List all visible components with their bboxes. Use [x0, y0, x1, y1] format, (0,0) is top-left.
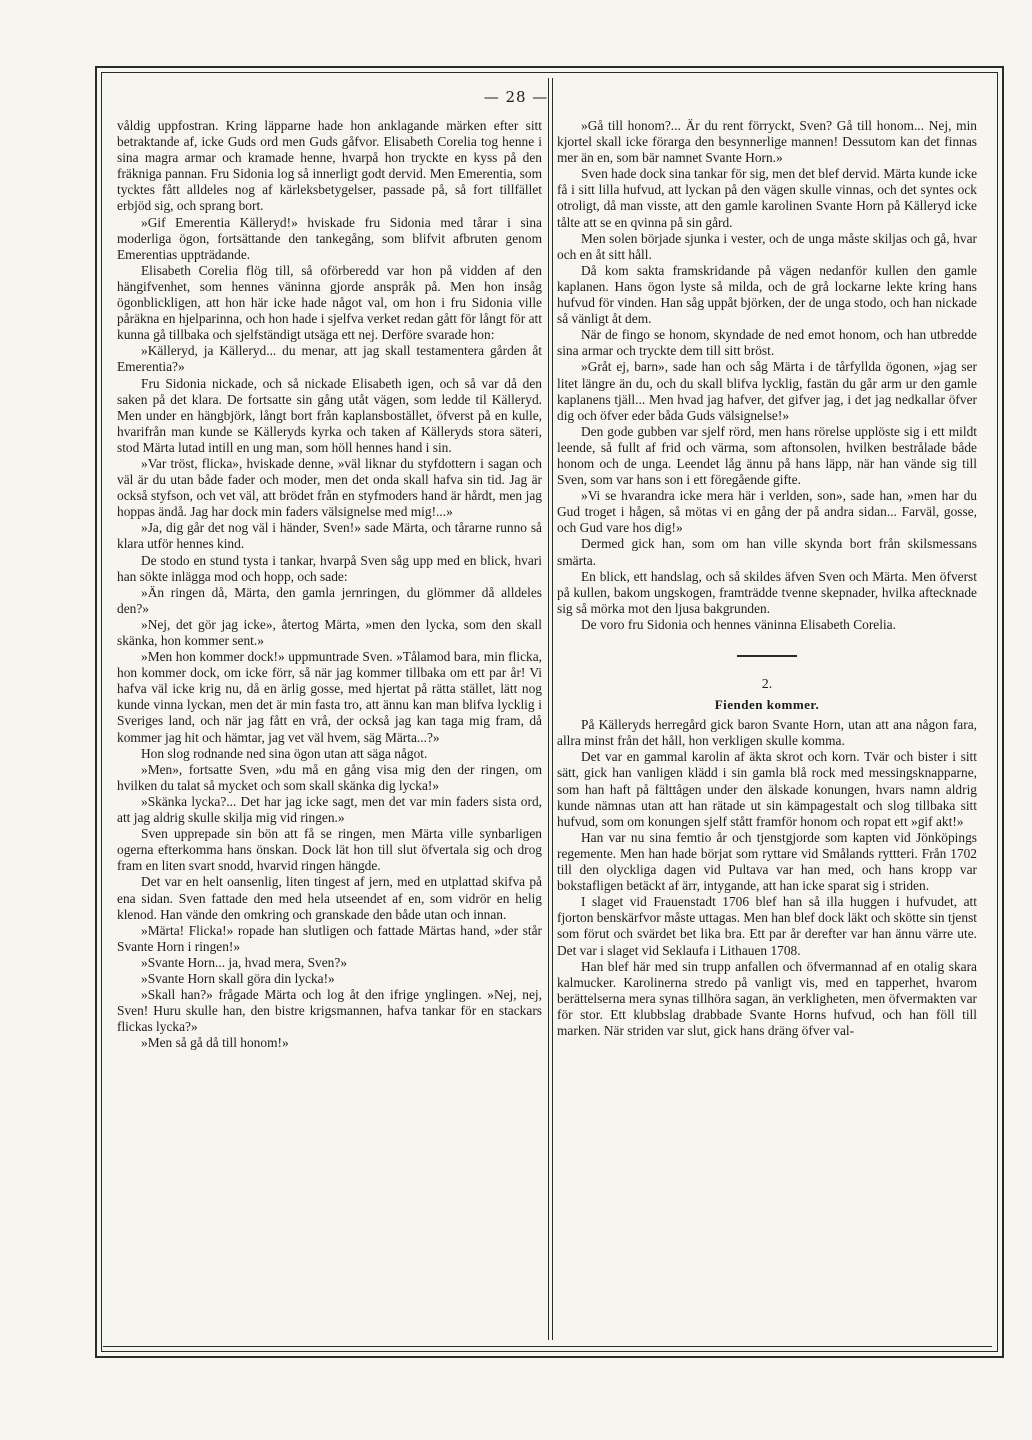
paragraph: Sven hade dock sina tankar för sig, men det blef dervid. Märta kunde icke få i sitt lilla hufvud, att lyckan på den vägen skulle vinnas, och det syntes ock otroligt, då man visste, att den gamle karolinen Svante Horn på Källeryd icke tålte att se en qvinna på sin gård.: [557, 166, 978, 230]
page-number: — 28 —: [483, 88, 549, 106]
paragraph: En blick, ett handslag, och så skildes äfven Sven och Märta. Men öfverst på kullen, bakom ungskogen, framträdde tvenne skepnader, hvilka aftecknade sig så mörka mot den ljusa bakgrunden.: [557, 568, 977, 616]
paragraph: »Gråt ej, barn», sade han och såg Märta i de tårfyllda ögonen, »jag ser litet längre än du, och du skall blifva lycklig, fastän du går arm ur den gamle kaplanens tjäll... Men hvad jag hafver, det gifver jag, i det jag nedkallar öfver dig och öfver eder båda Guds välsignelse!»: [557, 359, 977, 423]
paragraph: Då kom sakta framskridande på vägen nedanför kullen den gamle kaplanen. Hans ögon lyste så milda, och de grå lockarne lekte kring hans hufvud för vinden. Han såg uppåt björken, der de unga stodo, och han nickade så vänligt åt dem.: [557, 262, 977, 327]
right-column-text-before: [557, 118, 977, 633]
paragraph: Han var nu sina femtio år och tjenstgjorde som kapten vid Jönköpings regemente. Men han hade börjat som ryttare vid Smålands ryttteri. Från 1702 till den olyckliga dagen vid Pultava var han med, och hans kropp var bokstafligen betäckt af ärr, intygande, att han icke sparat sig i striden.: [557, 829, 977, 894]
paragraph: De stodo en stund tysta i tankar, hvarpå Sven såg upp med en blick, hvari han sökte inlägga mod och hopp, och sade:: [117, 552, 542, 584]
paragraph: »Ja, dig går det nog väl i händer, Sven!» sade Märta, och tårarne runno så klara utför hennes kind.: [117, 520, 542, 552]
paragraph: »Men», fortsatte Sven, »du må en gång visa mig den der ringen, om hvilken du talat så mycket och som skall skänka dig lycka!»: [117, 761, 542, 793]
paragraph: »Märta! Flicka!» ropade han slutligen och fattade Märtas hand, »der står Svante Horn i ringen!»: [117, 922, 542, 954]
paragraph: »Gif Emerentia Källeryd!» hviskade fru Sidonia med tårar i sina moderliga ögon, fortsättande den tankegång, som blifvit afbruten genom Emerentias uppträdande.: [117, 214, 542, 262]
paragraph: »Men hon kommer dock!» uppmuntrade Sven. »Tålamod bara, min flicka, hon kommer dock, om icke förr, så när jag kommer tillbaka om ett par år! Vi hafva väl icke krig nu, då en ärlig gosse, med hjertat på rätta stället, lätt nog kunde vinna lyckan, men det är min fasta tro, att ännu kan man blifva lycklig i Sveriges land, och när jag fått en vrå, der också jag kan taga mig fram, då kommer jag hit och hämtar, jag vet väl hvem, säg Märta...?»: [117, 649, 542, 745]
paragraph: »Vi se hvarandra icke mera här i verlden, son», sade han, »men har du Gud troget i hågen, så mötas vi en gång der på andra sidan... Farväl, gosse, och Gud vare hos dig!»: [557, 488, 977, 536]
paragraph: »Gå till honom?... Är du rent förryckt, Sven? Gå till honom... Nej, min kjortel skall icke förarga den besynnerlige mannen! Dessutom kan det finnas mer än en, som bär namnet Svante Horn.»: [557, 118, 977, 166]
paragraph: I slaget vid Frauenstadt 1706 blef han så illa huggen i hufvudet, att fjorton benskärfvor måste uttagas. Men han blef dock läkt och skötte sin tjenst som förut och svärdet bet lika bra. Ett par år derefter var han ännu värre ute. Det var i slaget vid Seklaufa i Lithauen 1708.: [557, 894, 977, 958]
paragraph: De voro fru Sidonia och hennes väninna Elisabeth Corelia.: [581, 616, 896, 632]
paragraph: Det var en gammal karolin af äkta skrot och korn. Tvär och bister i sitt sätt, gick han vanligen klädd i sin gamla blå rock med messingsknapparne, som han haft på fälttågen under den älskade konungen, hvars namn aldrig kunde nämnas utan att han rätade ut sin kämpagestalt och slog tillbaka sitt hufvud, som om konungen sjelf stått framför honom och ropat ett »gif akt!»: [557, 749, 977, 829]
paragraph: Dermed gick han, som om han ville skynda bort från skilsmessans smärta.: [557, 536, 977, 568]
paragraph: På Källeryds herregård gick baron Svante Horn, utan att ana någon fara, allra minst från det håll, hon verkligen skulle komma.: [557, 717, 977, 749]
column-divider-inner: [552, 78, 553, 1340]
section-title: Fienden kommer.: [714, 697, 820, 713]
column-divider: [548, 78, 549, 1340]
paragraph: Den gode gubben var sjelf rörd, men hans rörelse upplöste sig i ett mildt leende, så fullt af frid och värma, som aftonsolen, hvilken bestrålade både honom och de unga. Leendet låg ännu på hans läpp, när han vände sig till Sven, som var hans son i ett föregående gifte.: [557, 423, 977, 488]
paragraph: Men solen började sjunka i vester, och de unga måste skiljas och gå, hvar och en åt sitt håll.: [557, 230, 977, 262]
paragraph: När de fingo se honom, skyndade de ned emot honom, och han utbredde sina armar och tryckte dem till sitt bröst.: [557, 327, 977, 359]
bottom-rule: [103, 1346, 992, 1347]
paragraph: »Källeryd, ja Källeryd... du menar, att jag skall testamentera gården åt Emerentia?»: [117, 343, 542, 375]
paragraph: »Svante Horn... ja, hvad mera, Sven?»: [141, 954, 348, 970]
right-column-text-after: [557, 717, 977, 1039]
paragraph: »Men så gå då till honom!»: [141, 1035, 289, 1051]
paragraph: Han blef här med sin trupp anfallen och öfvermannad af en otalig skara kalmucker. Karolinerna stredo på vanligt vis, med en tapperhet, hvarom berättelserna mera synas tillhöra sagan, än verkligheten, men öfvermakten var för stor. Ett klubbslag drabbade Svante Horns hufvud, och han föll till marken. När striden var slut, gick hans dräng öfver val-: [557, 958, 977, 1038]
paragraph: våldig uppfostran. Kring läpparne hade hon anklagande märken efter sitt betraktande af, icke Guds ord men Guds gåfvor. Elisabeth Corelia tog henne i sina magra armar och kramade henne, hvarpå hon tryckte en kyss på den fräkniga pannan. Fru Sidonia log så innerligt godt dervid. Men Emerentia, som tycktes fått alldeles nog af kärleksbetygelser, passade på, så fort tillfället erbjöd sig, och sprang bort.: [117, 118, 542, 214]
section-number: 2.: [761, 677, 773, 692]
right-column: [557, 118, 977, 1039]
paragraph: »Skänka lycka?... Det har jag icke sagt, men det var min faders sista ord, att jag aldrig skulle skilja mig vid ringen.»: [117, 793, 542, 826]
left-column: [117, 118, 542, 1051]
paragraph: »Nej, det gör jag icke», återtog Märta, »men den lycka, som den skall skänka, hon kommer sent.»: [117, 616, 542, 648]
paragraph: »Svante Horn skall göra din lycka!»: [141, 970, 335, 986]
paragraph: »Än ringen då, Märta, den gamla jernringen, du glömmer då alldeles den?»: [117, 584, 542, 616]
paragraph: »Var tröst, flicka», hviskade denne, »väl liknar du styfdottern i sagan och väl är du utan både fader och moder, men det onda skall hafva sin tid. Jag är också styfson, och vet väl, att brödet från en styfmoders hand är hårdt, men jag hoppas ändå. Jag har dock min faders välsignelse med mig!...»: [117, 455, 542, 520]
section-divider: [737, 655, 797, 657]
paragraph: Det var en helt oansenlig, liten tingest af jern, med en utplattad skifva på ena sidan. Sven fattade den med hela utseendet af en, som vidrör en helig klenod. Han vände den omkring och granskade den både utan och innan.: [117, 874, 542, 922]
paragraph: Elisabeth Corelia flög till, så oförberedd var hon på vidden af den hängifvenhet, som hennes väninna gjorde anspråk på. Men hon insåg ögonblickligen, att hon här icke hade något val, om hon i fru Sidonia ville påräkna en hjelparinna, och hon hade i sjelfva verket redan gått för långt för att kunna gå tillbaka och sjelfständigt utsäga ett nej. Derföre svarade hon:: [117, 262, 542, 343]
paragraph: Sven upprepade sin bön att få se ringen, men Märta ville synbarligen ogerna efterkomma hans önskan. Dock lät hon till slut öfvertala sig och drog fram en liten svart snodd, hvarvid ringen hängde.: [117, 826, 542, 874]
paragraph: Hon slog rodnande ned sina ögon utan att säga något.: [141, 745, 428, 761]
paragraph: Fru Sidonia nickade, och så nickade Elisabeth igen, och så var då den saken på det klara. De fortsatte sin gång utåt vägen, som ledde til Källeryd. Men under en hängbjörk, långt bort från kaplansbostället, öfverst på en kulle, hvarifrån man kunde se Källeryds kyrka och taken af Källeryds stora säteri, stod Märta lutad intill en ung man, som höll hennes hand i sin.: [117, 375, 542, 455]
paragraph: »Skall han?» frågade Märta och log åt den ifrige ynglingen. »Nej, nej, Sven! Huru skulle han, den bistre krigsmannen, hafva tankar för en stackars flickas lycka?»: [117, 987, 542, 1035]
